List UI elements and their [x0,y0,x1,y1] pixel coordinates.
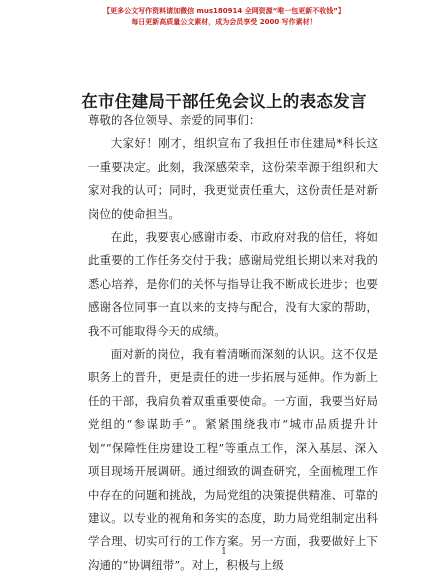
page-number: 1 [221,547,227,557]
salutation: 尊敬的各位领导、亲爱的同事们： [88,113,261,127]
promo-banner-line-1: 【更多公文写作资料请加微信 mus180914 全网资源“唯一包更新不收钱”】 [103,7,345,15]
document-title: 在市住建局干部任免会议上的表态发言 [81,92,367,111]
promo-banner-line-2: 每日更新高质量公文素材，成为会员享受 2000 写作素材！ [131,18,317,26]
paragraph: 面对新的岗位，我有着清晰而深刻的认识。这不仅是职务上的晋升，更是责任的进一步拓展与延伸。作为新上任的干部，我肩负着双重重要使命。一方面，我要当好局党组的“参谋助手”。紧紧围绕我市“城市品质提升计划”“保障性住房建设工程”等重点工作，深入基层、深入项目现场开展调研。通过细致的调查研究，全面梳理工作中存在的问题和挑战，为局党组的决策提供精准、可靠的建议。以专业的视角和务实的态度，助力局党组制定出科学合理、切实可行的工作方案。另一方面，我要做好上下沟通的“协调纽带”。对上，积极与上级 [88,347,378,572]
paragraph: 大家好！刚才，组织宣布了我担任市住建局*科长这一重要决定。此刻，我深感荣幸，这份荣幸源于组织和大家对我的认可；同时，我更觉责任重大，这份责任是对新岗位的使命担当。 [88,136,378,221]
paragraph: 在此，我要衷心感谢市委、市政府对我的信任，将如此重要的工作任务交付于我；感谢局党组长期以来对我的悉心培养，是你们的关怀与指导让我不断成长进步；也要感谢各位同事一直以来的支持与配合，没有大家的帮助，我不可能取得今天的成绩。 [88,230,378,338]
promo-banner [0,6,448,28]
document-body [88,109,378,577]
